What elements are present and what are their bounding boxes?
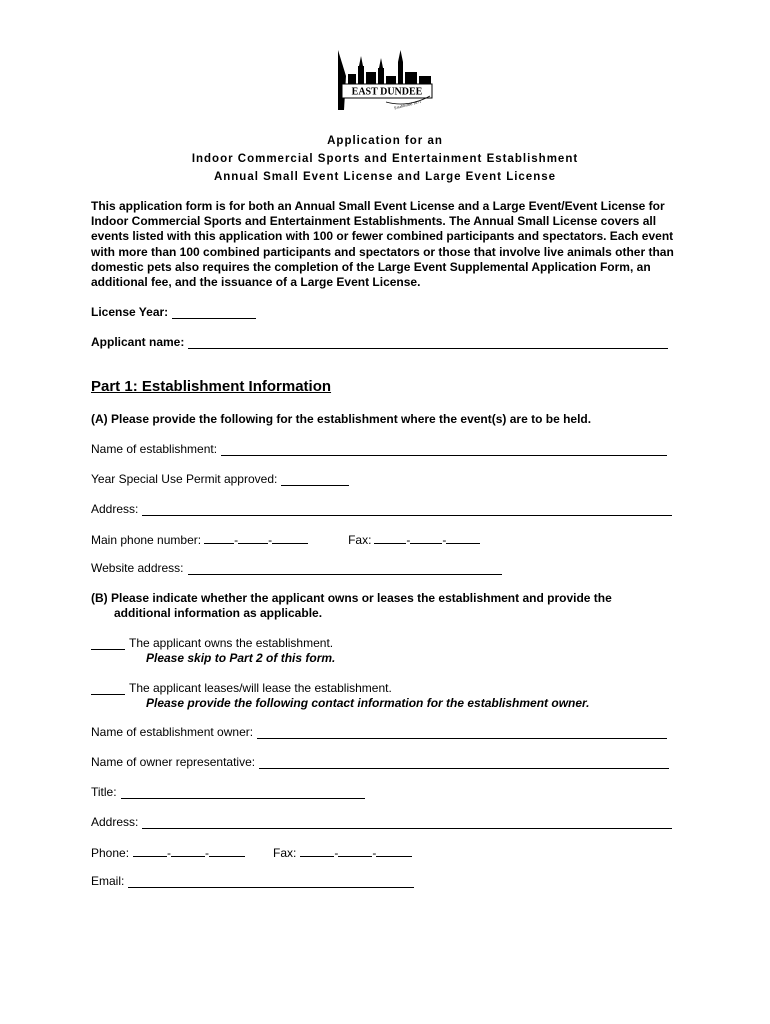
address2-label: Address: (91, 815, 139, 829)
main-phone-label: Main phone number: (91, 533, 202, 547)
owner-name-row (91, 725, 667, 739)
leases-note: Please provide the following contact information for the establishment owner. (146, 696, 590, 710)
address-row (91, 502, 672, 516)
section-a-text: (A) Please provide the following for the establishment where the event(s) are to be held. (91, 412, 592, 426)
website-field[interactable] (188, 563, 502, 575)
owner-rep-row (91, 755, 669, 769)
title-field[interactable] (121, 787, 365, 799)
address2-row (91, 815, 672, 829)
owner-name-label: Name of establishment owner: (91, 725, 254, 739)
address-label: Address: (91, 502, 139, 516)
title-line-1: Application for an (327, 135, 443, 147)
website-row (91, 561, 502, 575)
owns-note: Please skip to Part 2 of this form. (146, 651, 336, 665)
main-phone-field[interactable]: - - (204, 532, 308, 547)
year-permit-field[interactable] (281, 474, 349, 486)
section-b-line-2: additional information as applicable. (114, 606, 323, 620)
logo-text: EAST DUNDEE (351, 86, 423, 98)
title-row (91, 785, 365, 799)
owns-checkbox-line[interactable] (91, 638, 125, 650)
license-year-row (91, 305, 256, 319)
fax-label: Fax: (348, 533, 372, 547)
leases-checkbox-line[interactable] (91, 683, 125, 695)
owner-name-field[interactable] (257, 727, 667, 739)
applicant-name-row (91, 335, 668, 349)
name-establishment-row (91, 442, 667, 456)
license-year-label: License Year: (91, 305, 169, 319)
title-label: Title: (91, 785, 117, 799)
intro-paragraph: This application form is for both an Annual Small Event License and a Large Event/Event License for Indoor Commercial Sports and Entertainment Establishments. The Annual Small License covers all events listed with this application with 100 or fewer combined participants and spectators. Each event with more than 100 combined participants and spectators or those that involve live animals other than domestic pets also requires the completion of the Large Event Supplemental Application Form, an additional fee, and the issuance of a Large Event License. (91, 199, 674, 290)
svg-text:Established 1871: Established 1871 (393, 98, 422, 111)
phone-label: Phone: (91, 846, 130, 860)
website-label: Website address: (91, 561, 184, 575)
applicant-name-label: Applicant name: (91, 335, 185, 349)
fax2-label: Fax: (273, 846, 297, 860)
address2-field[interactable] (142, 817, 672, 829)
title-line-2: Indoor Commercial Sports and Entertainment Establishment (191, 153, 579, 165)
owner-rep-label: Name of owner representative: (91, 755, 256, 769)
owns-row (91, 636, 333, 650)
phone-row (91, 845, 412, 860)
year-permit-row (91, 472, 349, 486)
email-row (91, 874, 414, 888)
email-label: Email: (91, 874, 125, 888)
section-b-line-1: (B) Please indicate whether the applicant owns or leases the establishment and provide the (91, 591, 612, 605)
title-line-3: Annual Small Event License and Large Event License (213, 171, 557, 183)
owns-label: The applicant owns the establishment. (129, 636, 334, 650)
address-field[interactable] (142, 504, 672, 516)
part1-heading: Part 1: Establishment Information (91, 378, 332, 395)
email-field[interactable] (128, 876, 414, 888)
phone-field[interactable]: - - (133, 845, 245, 860)
fax-field[interactable]: - - (374, 532, 480, 547)
east-dundee-logo (336, 48, 434, 112)
year-permit-label: Year Special Use Permit approved: (91, 472, 278, 486)
applicant-name-field[interactable] (188, 337, 668, 349)
leases-label: The applicant leases/will lease the establishment. (129, 681, 392, 695)
name-establishment-label: Name of establishment: (91, 442, 218, 456)
fax2-field[interactable]: - - (300, 845, 412, 860)
name-establishment-field[interactable] (221, 444, 667, 456)
main-phone-row (91, 532, 480, 547)
owner-rep-field[interactable] (259, 757, 669, 769)
leases-row (91, 681, 392, 695)
license-year-field[interactable] (172, 307, 256, 319)
